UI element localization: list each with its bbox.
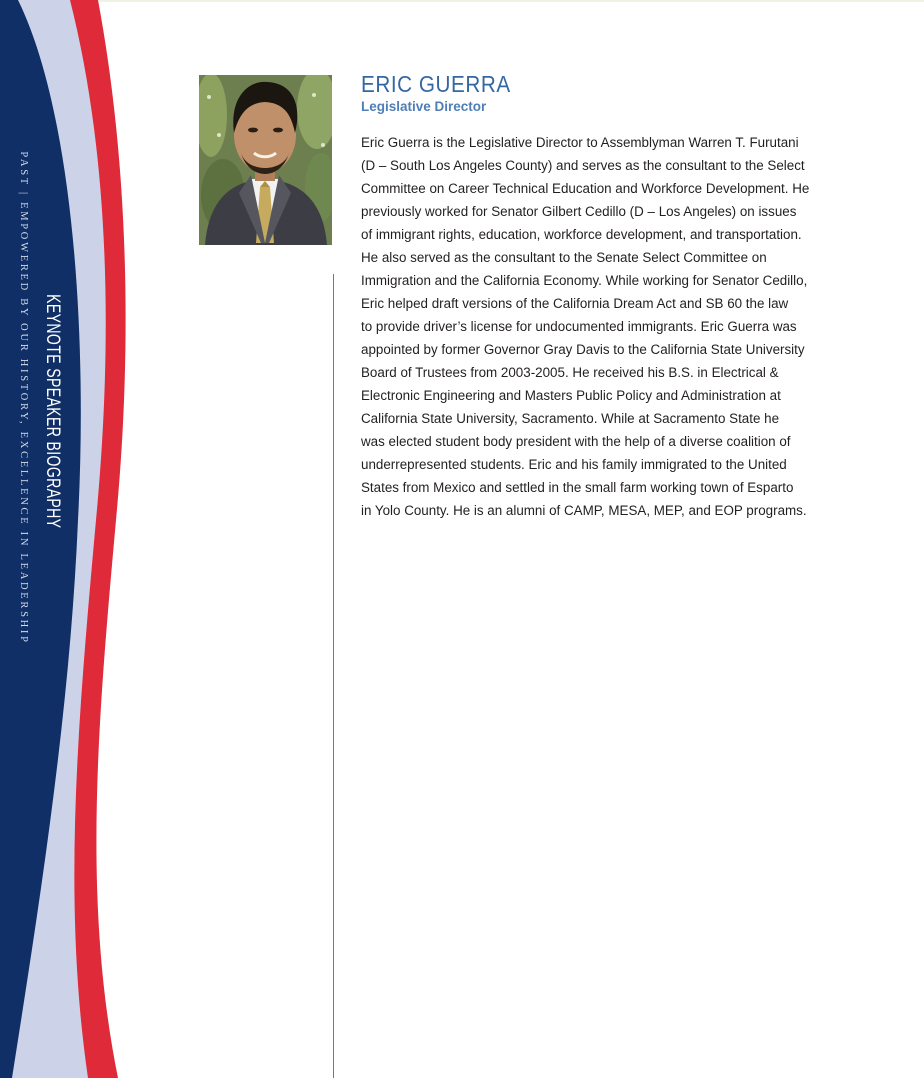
section-title-text: KEYNOTE SPEAKER BIOGRAPHY: [42, 294, 63, 529]
bio-line: He also served as the consultant to the Senate Select Committee on: [361, 250, 767, 265]
bio-line: Eric Guerra is the Legislative Director to Assemblyman Warren T. Furutani: [361, 135, 799, 150]
portrait-photo-icon: [199, 75, 332, 245]
bio-line: was elected student body president with the help of a diverse coalition of: [361, 434, 791, 449]
bio-line: in Yolo County. He is an alumni of CAMP, MESA, MEP, and EOP programs.: [361, 503, 807, 518]
bio-line: appointed by former Governor Gray Davis to the California State University: [361, 342, 805, 357]
bio-line: Electronic Engineering and Masters Public Policy and Administration at: [361, 388, 781, 403]
bio-line: (D – South Los Angeles County) and serves as the consultant to the Select: [361, 158, 805, 173]
bio-line: to provide driver’s license for undocumented immigrants. Eric Guerra was: [361, 319, 797, 334]
speaker-photo: [199, 75, 332, 245]
bio-line: Committee on Career Technical Education and Workforce Development. He: [361, 181, 810, 196]
speaker-biography: [361, 131, 881, 522]
bio-line: Immigration and the California Economy. While working for Senator Cedillo,: [361, 273, 808, 288]
bio-line: States from Mexico and settled in the small farm working town of Esparto: [361, 480, 794, 495]
speaker-name: [361, 70, 527, 98]
section-title: [39, 253, 65, 543]
sidebar-tagline: PAST | EMPOWERED BY OUR HISTORY, EXCELLENCE IN LEADERSHIP: [18, 151, 29, 645]
bio-line: Eric helped draft versions of the California Dream Act and SB 60 the law: [361, 296, 789, 311]
bio-line: underrepresented students. Eric and his family immigrated to the United: [361, 457, 787, 472]
bio-line: previously worked for Senator Gilbert Cedillo (D – Los Angeles) on issues: [361, 204, 797, 219]
vertical-divider: [333, 274, 334, 1078]
speaker-role: Legislative Director: [361, 99, 487, 114]
bio-line: Board of Trustees from 2003-2005. He received his B.S. in Electrical &: [361, 365, 779, 380]
bio-line: of immigrant rights, education, workforce development, and transportation.: [361, 227, 802, 242]
bio-line: California State University, Sacramento. While at Sacramento State he: [361, 411, 780, 426]
speaker-name-text: ERIC GUERRA: [361, 71, 511, 97]
